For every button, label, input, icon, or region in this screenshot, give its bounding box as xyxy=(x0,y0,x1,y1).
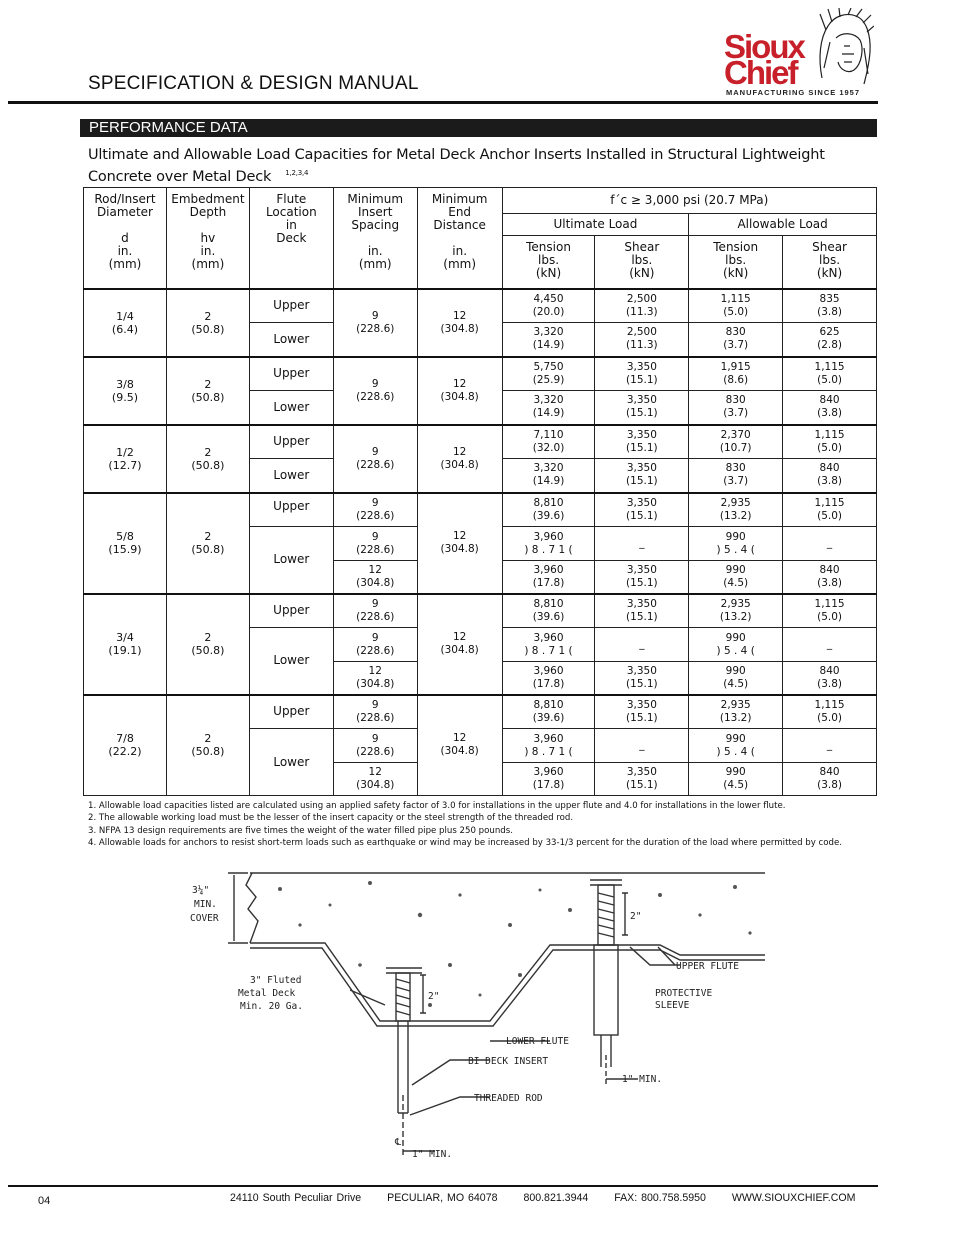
table-row: 3/4 (19.1) 2 (50.8) Upper 9 (228.6) 12 (304.8) 8,810 (39.6) 3,350 (15.1) 2,935 (13.2) 1,115 (5.0) xyxy=(84,594,877,628)
label-min-bottom: 1" MIN. xyxy=(412,1149,453,1160)
col-head-allow-tension: Tension lbs. (kN) xyxy=(689,236,783,289)
page-number: 04 xyxy=(38,1195,51,1207)
footnote-1: 1. Allowable load capacities listed are calculated using an applied safety factor of 3.0 for installations in the upper flute and 4.0 for installations in the lower flute. xyxy=(88,801,786,811)
footer-fax: FAX: 800.758.5950 xyxy=(614,1192,706,1204)
col-head-ultimate: Ultimate Load xyxy=(502,214,689,236)
col-head-flute: Flute Location in Deck xyxy=(249,188,333,289)
footer-phone: 800.821.3944 xyxy=(523,1192,589,1204)
footer-city: PECULIAR, MO 64078 xyxy=(387,1192,498,1204)
table-row: Lower 3,320 (14.9) 2,500 (11.3) 830 (3.7) 625 (2.8) xyxy=(84,323,877,357)
label-cover-c: COVER xyxy=(190,913,219,924)
table-footnotes xyxy=(88,800,898,850)
table-row: 1/2 (12.7) 2 (50.8) Upper 9 (228.6) 12 (304.8) 7,110 (32.0) 3,350 (15.1) 2,370 (10.7) 1,115 (5.0) xyxy=(84,425,877,459)
table-row: 12 (304.8) 3,960 (17.8) 3,350 (15.1) 990 (4.5) 840 (3.8) xyxy=(84,561,877,594)
label-cover-a: 3¼" xyxy=(192,885,210,896)
label-dim-lower: 2" xyxy=(428,991,440,1002)
label-cover-b: MIN. xyxy=(194,899,217,910)
table-row: Lower 3,320 (14.9) 3,350 (15.1) 830 (3.7) 840 (3.8) xyxy=(84,391,877,425)
label-min-right: 1" MIN. xyxy=(622,1074,663,1085)
chief-head-icon xyxy=(814,8,874,86)
table-row: Lower 9 (228.6) 3,960 ) 8 . 7 1 ( _ 990 ) 5 . 4 ( _ xyxy=(84,729,877,763)
upper-threaded-rod xyxy=(601,1035,611,1067)
table-row: Lower 3,320 (14.9) 3,350 (15.1) 830 (3.7) 840 (3.8) xyxy=(84,459,877,493)
table-caption-refs: 1,2,3,4 xyxy=(285,169,309,177)
protective-sleeve xyxy=(594,945,618,1035)
table-row: 12 (304.8) 3,960 (17.8) 3,350 (15.1) 990 (4.5) 840 (3.8) xyxy=(84,763,877,796)
col-head-allow-shear: Shear lbs. (kN) xyxy=(783,236,877,289)
table-caption xyxy=(88,146,868,186)
logo-word-sioux: Sioux xyxy=(724,28,804,65)
col-head-allowable: Allowable Load xyxy=(689,214,877,236)
header-rule xyxy=(8,101,878,104)
label-insert: BI DECK INSERT xyxy=(468,1056,549,1067)
label-deck-a: 3" Fluted xyxy=(250,975,302,986)
footnote-4: 4. Allowable loads for anchors to resist short-term loads such as earthquake or wind may be increased by 33-1/3 percent for the duration of the load where permitted by code. xyxy=(88,838,843,849)
col-head-spacing: Minimum Insert Spacing in. (mm) xyxy=(333,188,417,289)
table-row: 12 (304.8) 3,960 (17.8) 3,350 (15.1) 990 (4.5) 840 (3.8) xyxy=(84,662,877,695)
col-head-ult-tension: Tension lbs. (kN) xyxy=(502,236,595,289)
table-row: Lower 9 (228.6) 3,960 ) 8 . 7 1 ( _ 990 ) 5 . 4 ( _ xyxy=(84,527,877,561)
brand-logo xyxy=(724,6,874,98)
label-upper-flute: UPPER FLUTE xyxy=(676,961,739,972)
footer-contact xyxy=(230,1192,855,1204)
label-sleeve-a: PROTECTIVE xyxy=(655,988,713,999)
footer-rule xyxy=(8,1185,878,1187)
label-threaded-rod: THREADED ROD xyxy=(474,1093,543,1104)
table-row: 5/8 (15.9) 2 (50.8) Upper 9 (228.6) 12 (304.8) 8,810 (39.6) 3,350 (15.1) 2,935 (13.2) 1,115 (5.0) xyxy=(84,493,877,527)
logo-word-chief: Chief xyxy=(724,54,797,91)
table-row: 7/8 (22.2) 2 (50.8) Upper 9 (228.6) 12 (304.8) 8,810 (39.6) 3,350 (15.1) 2,935 (13.2) 1,115 (5.0) xyxy=(84,695,877,729)
col-head-ult-shear: Shear lbs. (kN) xyxy=(595,236,689,289)
label-deck-b: Metal Deck xyxy=(238,988,296,999)
col-head-concrete-strength: f´c ≥ 3,000 psi (20.7 MPa) xyxy=(502,188,876,214)
footnote-2: 2. The allowable working load must be the lesser of the insert capacity or the steel strength of the threaded rod. xyxy=(88,813,574,824)
label-sleeve-b: SLEEVE xyxy=(655,1000,690,1011)
col-head-end-distance: Minimum End Distance in. (mm) xyxy=(417,188,502,289)
section-bar: PERFORMANCE DATA xyxy=(80,119,877,137)
installation-drawing xyxy=(190,855,770,1165)
col-head-diameter: Rod/Insert Diameter d in. (mm) xyxy=(84,188,167,289)
table-row: Lower 9 (228.6) 3,960 ) 8 . 7 1 ( _ 990 ) 5 . 4 ( _ xyxy=(84,628,877,662)
label-centerline: ℄ xyxy=(395,1137,402,1148)
load-capacity-table xyxy=(83,187,877,796)
manual-title: SPECIFICATION & DESIGN MANUAL xyxy=(88,73,419,94)
col-head-embedment: Embedment Depth hv in. (mm) xyxy=(166,188,249,289)
table-row: 1/4 (6.4) 2 (50.8) Upper 9 (228.6) 12 (304.8) 4,450 (20.0) 2,500 (11.3) 1,115 (5.0) 835 (3.8) xyxy=(84,289,877,323)
footnote-3: 3. NFPA 13 design requirements are five times the weight of the water filled pipe plus 250 pounds. xyxy=(88,825,513,836)
table-caption-text: Ultimate and Allowable Load Capacities for Metal Deck Anchor Inserts Installed in Structural Lightweight Concrete over Metal Deck xyxy=(88,147,825,185)
logo-tagline: MANUFACTURING SINCE 1957 xyxy=(726,88,861,97)
label-lower-flute: LOWER FLUTE xyxy=(506,1036,569,1047)
footer-website[interactable]: WWW.SIOUXCHIEF.COM xyxy=(731,1192,856,1204)
label-dim-upper: 2" xyxy=(630,911,642,922)
label-deck-c: Min. 20 Ga. xyxy=(240,1001,303,1012)
footer-address: 24110 South Peculiar Drive xyxy=(230,1192,362,1204)
table-row: 3/8 (9.5) 2 (50.8) Upper 9 (228.6) 12 (304.8) 5,750 (25.9) 3,350 (15.1) 1,915 (8.6) 1,115 (5.0) xyxy=(84,357,877,391)
